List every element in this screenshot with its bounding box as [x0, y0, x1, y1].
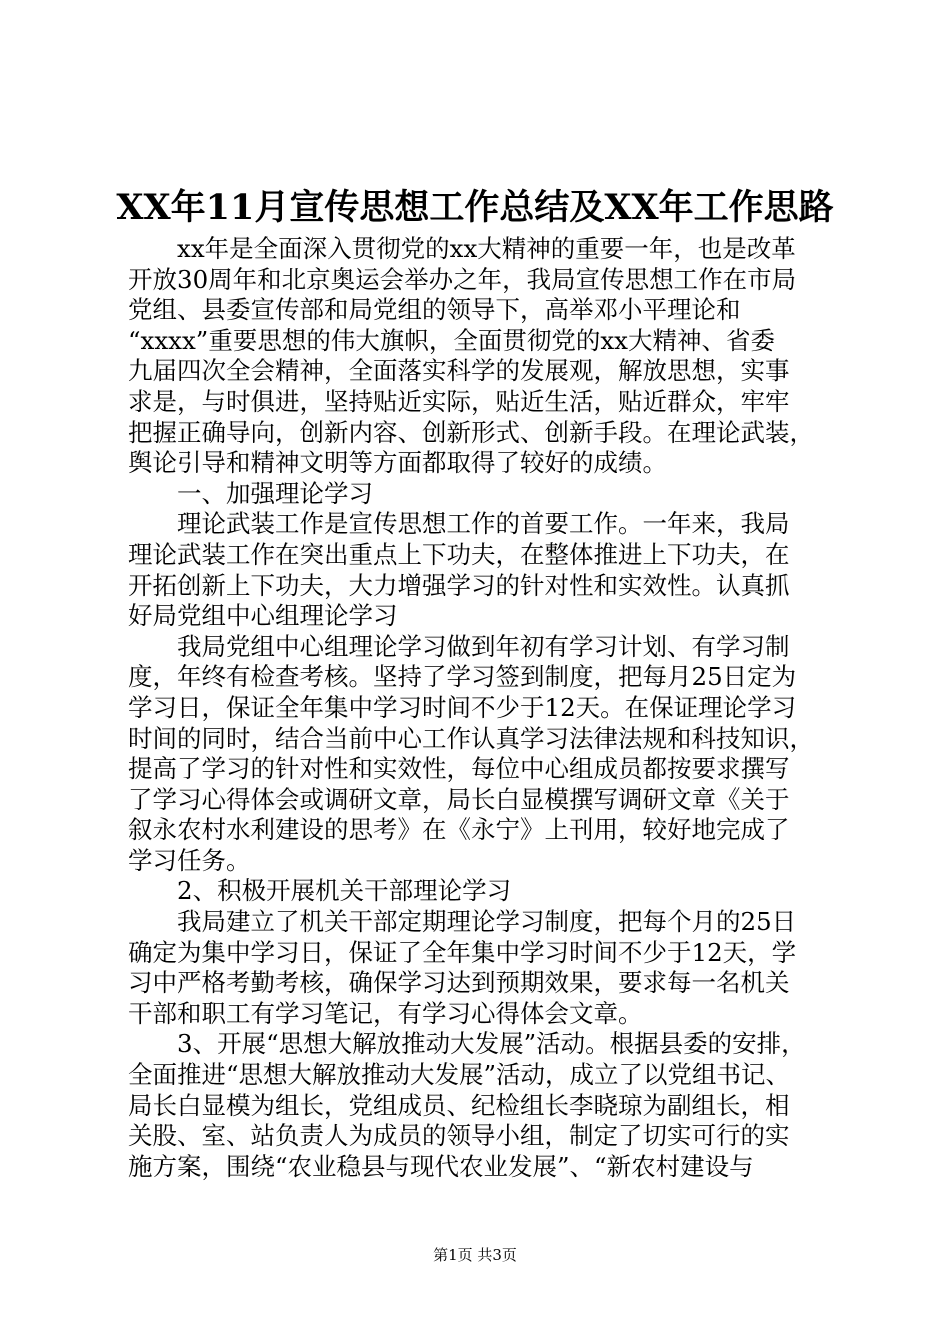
- paragraph-line: 全面推进“思想大解放推动大发展”活动，成立了以党组书记、: [128, 1060, 791, 1090]
- paragraph-line: 了学习心得体会或调研文章，局长白显模撰写调研文章《关于: [128, 784, 790, 814]
- paragraph-line: xx年是全面深入贯彻党的xx大精神的重要一年，也是改革: [177, 234, 796, 263]
- paragraph-line: 习中严格考勤考核，确保学习达到预期效果，要求每一名机关: [128, 968, 790, 998]
- section-heading: 2、积极开展机关干部理论学习: [177, 876, 512, 906]
- paragraph-line: 提高了学习的针对性和实效性，每位中心组成员都按要求撰写: [128, 754, 790, 784]
- paragraph-line: 学习日，保证全年集中学习时间不少于12天。在保证理论学习: [128, 692, 797, 722]
- paragraph-line: 我局建立了机关干部定期理论学习制度，把每个月的25日: [177, 907, 797, 937]
- paragraph-line: 确定为集中学习日，保证了全年集中学习时间不少于12天，学: [128, 937, 797, 967]
- paragraph-line: “xxxx”重要思想的伟大旗帜，全面贯彻党的xx大精神、省委: [128, 325, 775, 355]
- section-heading: 3、开展“思想大解放推动大发展”活动。根据县委的安排，: [177, 1029, 806, 1059]
- document-title: XX年11月宣传思想工作总结及XX年工作思路: [116, 187, 834, 228]
- paragraph-line: 把握正确导向，创新内容、创新形式、创新手段。在理论武装，: [128, 417, 814, 447]
- paragraph-line: 理论武装工作是宣传思想工作的首要工作。一年来，我局: [177, 509, 790, 539]
- paragraph-line: 我局党组中心组理论学习做到年初有学习计划、有学习制: [177, 631, 790, 661]
- paragraph-line: 施方案，围绕“农业稳县与现代农业发展”、“新农村建设与: [128, 1151, 754, 1181]
- document-body: [128, 234, 832, 1182]
- paragraph-line: 理论武装工作在突出重点上下功夫，在整体推进上下功夫，在: [128, 539, 790, 569]
- paragraph-line: 关股、室、站负责人为成员的领导小组，制定了切实可行的实: [128, 1121, 790, 1151]
- paragraph-line: 党组、县委宣传部和局党组的领导下，高举邓小平理论和: [128, 295, 741, 325]
- paragraph-line: 度，年终有检查考核。坚持了学习签到制度，把每月25日定为: [128, 662, 797, 692]
- paragraph-line: 学习任务。: [128, 845, 251, 875]
- paragraph-line: 局长白显模为组长，党组成员、纪检组长李晓琼为副组长，相: [128, 1090, 790, 1120]
- paragraph-line: 好局党组中心组理论学习: [128, 601, 398, 631]
- paragraph-line: 时间的同时，结合当前中心工作认真学习法律法规和科技知识，: [128, 723, 814, 753]
- paragraph-line: 干部和职工有学习笔记，有学习心得体会文章。: [128, 998, 643, 1028]
- paragraph-line: 九届四次全会精神，全面落实科学的发展观，解放思想，实事: [128, 356, 790, 386]
- paragraph-line: 开拓创新上下功夫，大力增强学习的针对性和实效性。认真抓: [128, 570, 790, 600]
- section-heading: 一、加强理论学习: [177, 478, 373, 508]
- page-number-footer: 第1页 共3页: [433, 1246, 517, 1264]
- paragraph-line: 舆论引导和精神文明等方面都取得了较好的成绩。: [128, 448, 667, 478]
- paragraph-line: 开放30周年和北京奥运会举办之年，我局宣传思想工作在市局: [128, 264, 797, 294]
- paragraph-line: 叙永农村水利建设的思考》在《永宁》上刊用，较好地完成了: [128, 815, 790, 845]
- paragraph-line: 求是，与时俱进，坚持贴近实际，贴近生活，贴近群众，牢牢: [128, 386, 790, 416]
